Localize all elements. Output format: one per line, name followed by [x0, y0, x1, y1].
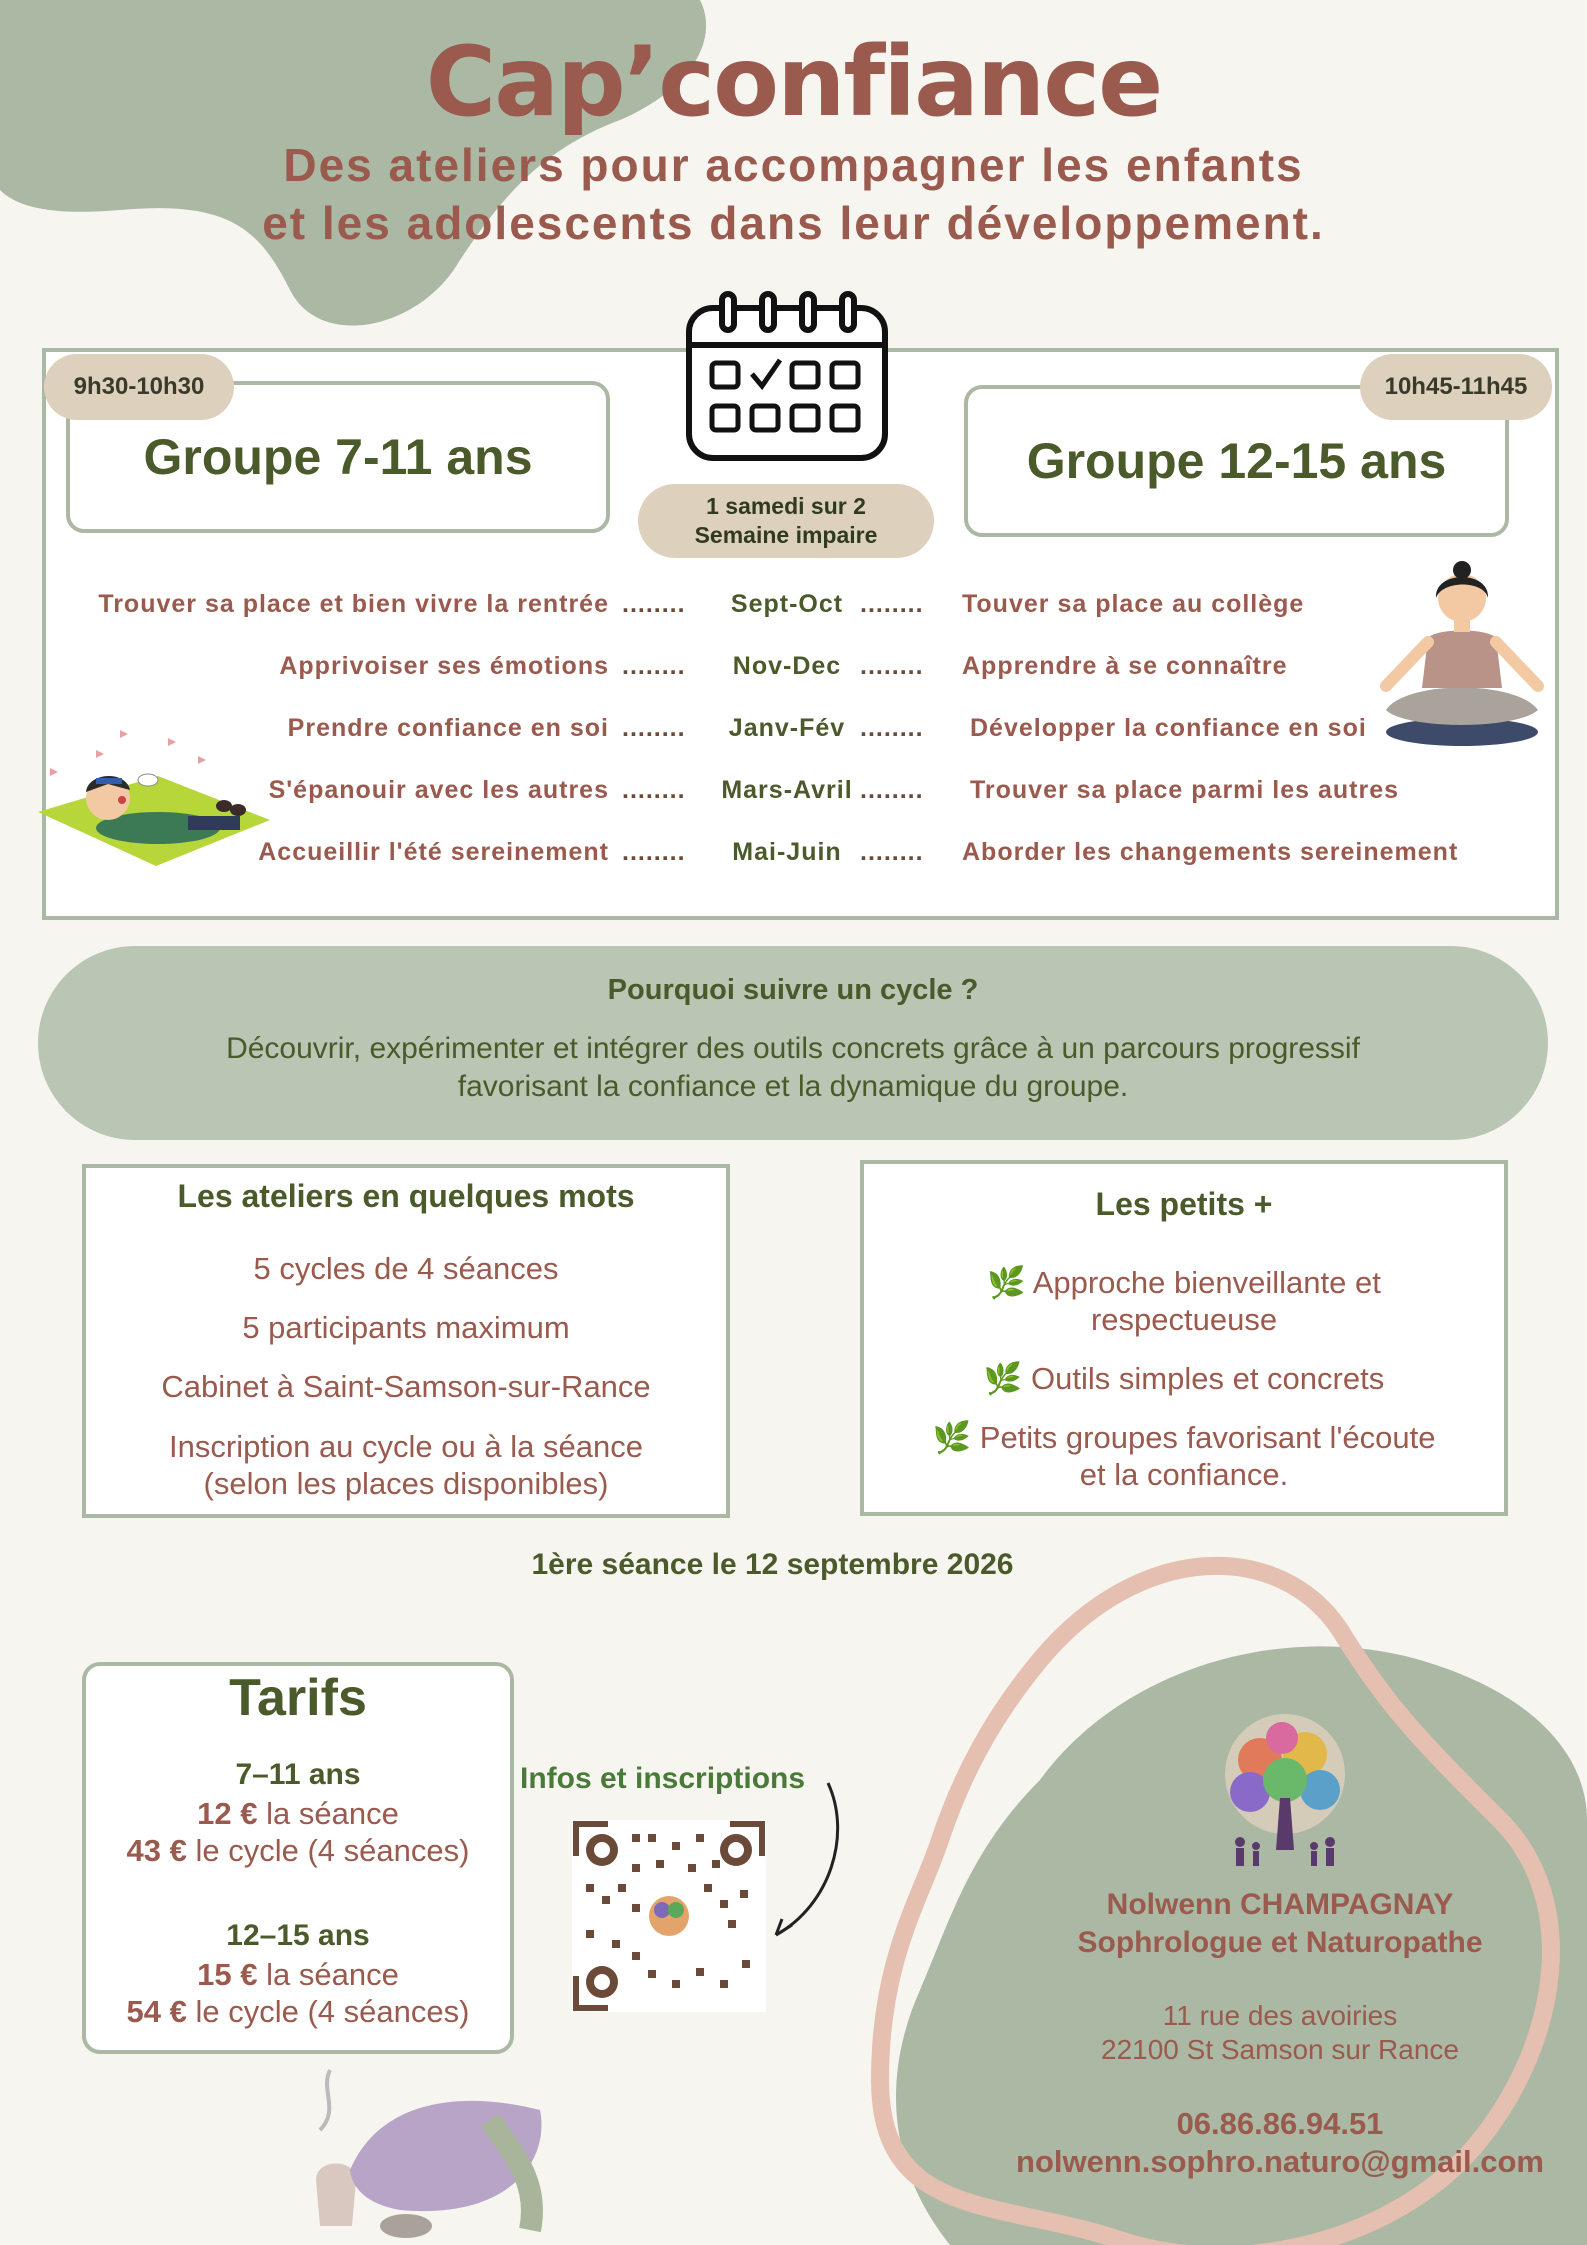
- why-heading: Pourquoi suivre un cycle ?: [607, 974, 979, 1006]
- frequency-line2: Semaine impaire: [694, 522, 878, 548]
- theme-7-11: Apprivoiser ses émotions: [279, 652, 609, 680]
- dots-left: ........: [622, 838, 686, 866]
- contact-phone[interactable]: 06.86.86.94.51: [1176, 2106, 1384, 2141]
- theme-12-15: Apprendre à se connaître: [962, 652, 1288, 680]
- theme-7-11: Trouver sa place et bien vivre la rentrée: [98, 590, 609, 618]
- tarif-cycle: [86, 1994, 510, 2030]
- petits-item: respectueuse: [1090, 1302, 1278, 1337]
- tarifs-heading: Tarifs: [229, 1669, 367, 1727]
- dots-left: ........: [622, 714, 686, 742]
- contact-address1: 11 rue des avoiries: [1162, 2000, 1398, 2031]
- petits-item-text: Outils simples et concrets: [1031, 1361, 1385, 1396]
- petits-item-text: Approche bienveillante et: [1032, 1265, 1381, 1300]
- why-line1: Découvrir, expérimenter et intégrer des outils concrets grâce à un parcours progressif: [226, 1032, 1360, 1065]
- price-label: la séance: [266, 1796, 399, 1831]
- month-label: Nov-Dec: [732, 652, 842, 680]
- price-label: la séance: [266, 1957, 399, 1992]
- ateliers-item: 5 cycles de 4 séances: [253, 1251, 559, 1286]
- frequency-pill: [638, 484, 934, 558]
- month-label: Sept-Oct: [730, 590, 844, 618]
- infos-label: Infos et inscriptions: [520, 1762, 806, 1795]
- month-label: Mai-Juin: [732, 838, 842, 866]
- subtitle-line1: Des ateliers pour accompagner les enfants: [283, 139, 1304, 191]
- price-label: le cycle (4 séances): [195, 1833, 470, 1868]
- ateliers-heading: Les ateliers en quelques mots: [177, 1178, 635, 1214]
- ateliers-item: Inscription au cycle ou à la séance: [169, 1429, 643, 1464]
- contact-email[interactable]: nolwenn.sophro.naturo@gmail.com: [1016, 2144, 1544, 2179]
- price-value: 54 €: [126, 1994, 187, 2029]
- petits-plus-box: [860, 1160, 1508, 1516]
- dots-left: ........: [622, 776, 686, 804]
- ateliers-box: [82, 1164, 730, 1518]
- petits-item: [864, 1264, 1504, 1301]
- price-value: 15 €: [197, 1957, 258, 1992]
- dots-left: ........: [622, 652, 686, 680]
- price-value: 12 €: [197, 1796, 258, 1831]
- first-session-date: 1ère séance le 12 septembre 2026: [531, 1548, 1014, 1581]
- tarif-cycle: [86, 1833, 510, 1869]
- tarif-session: [86, 1796, 510, 1832]
- theme-7-11: Accueillir l'été sereinement: [258, 838, 609, 866]
- time-badge-left: 9h30-10h30: [44, 354, 234, 420]
- theme-12-15: Trouver sa place parmi les autres: [970, 776, 1400, 804]
- month-label: Mars-Avril: [721, 776, 853, 804]
- group-7-11-label: Groupe 7-11 ans: [143, 429, 533, 485]
- month-label: Janv-Fév: [728, 714, 846, 742]
- cushion-illustration: [300, 2050, 580, 2240]
- theme-12-15: Touver sa place au collège: [962, 590, 1305, 618]
- calendar-icon: [684, 290, 890, 466]
- dots-left: ........: [622, 590, 686, 618]
- dots-right: ........: [860, 714, 924, 742]
- dots-right: ........: [860, 652, 924, 680]
- frequency-line1: 1 samedi sur 2: [706, 493, 866, 519]
- tarif-age: 7–11 ans: [235, 1758, 361, 1791]
- schedule-row: [0, 652, 1587, 692]
- dots-right: ........: [860, 590, 924, 618]
- tarif-session: [86, 1957, 510, 1993]
- qr-code[interactable]: [572, 1820, 766, 2012]
- theme-7-11: S'épanouir avec les autres: [268, 776, 609, 804]
- dots-right: ........: [860, 776, 924, 804]
- theme-12-15: Aborder les changements sereinement: [962, 838, 1459, 866]
- group-12-15-label: Groupe 12-15 ans: [1026, 433, 1447, 489]
- leaf-icon: 🌿: [983, 1361, 1023, 1396]
- child-lying-illustration: [38, 720, 278, 870]
- subtitle-line2: et les adolescents dans leur développement.: [262, 197, 1325, 249]
- leaf-icon: 🌿: [932, 1420, 972, 1455]
- ateliers-item: Cabinet à Saint-Samson-sur-Rance: [161, 1369, 651, 1404]
- tarif-age: 12–15 ans: [226, 1919, 370, 1952]
- petits-item: [864, 1360, 1504, 1397]
- price-label: le cycle (4 séances): [195, 1994, 470, 2029]
- contact-address2: 22100 St Samson sur Rance: [1101, 2034, 1459, 2065]
- theme-12-15: Développer la confiance en soi: [970, 714, 1367, 742]
- schedule-row: [0, 590, 1587, 630]
- petits-plus-heading: Les petits +: [1095, 1186, 1273, 1222]
- dots-right: ........: [860, 838, 924, 866]
- why-line2: favorisant la confiance et la dynamique du groupe.: [457, 1070, 1129, 1103]
- tarifs-box: [82, 1662, 514, 2054]
- theme-7-11: Prendre confiance en soi: [287, 714, 609, 742]
- price-value: 43 €: [126, 1833, 187, 1868]
- contact-name: Nolwenn CHAMPAGNAY: [1106, 1888, 1454, 1921]
- logo-tree-icon: [1210, 1710, 1360, 1880]
- leaf-icon: 🌿: [987, 1265, 1026, 1300]
- petits-item-text: Petits groupes favorisant l'écoute: [979, 1420, 1436, 1455]
- ateliers-item: (selon les places disponibles): [203, 1466, 609, 1501]
- ateliers-item: 5 participants maximum: [242, 1310, 570, 1345]
- meditating-teen-illustration: [1366, 560, 1558, 746]
- petits-item: et la confiance.: [1079, 1457, 1289, 1492]
- petits-item: [864, 1419, 1504, 1456]
- contact-profession: Sophrologue et Naturopathe: [1077, 1926, 1483, 1959]
- time-badge-right: 10h45-11h45: [1360, 354, 1552, 420]
- page-title: Cap’confiance: [425, 26, 1162, 138]
- arrow-icon: [770, 1775, 850, 1945]
